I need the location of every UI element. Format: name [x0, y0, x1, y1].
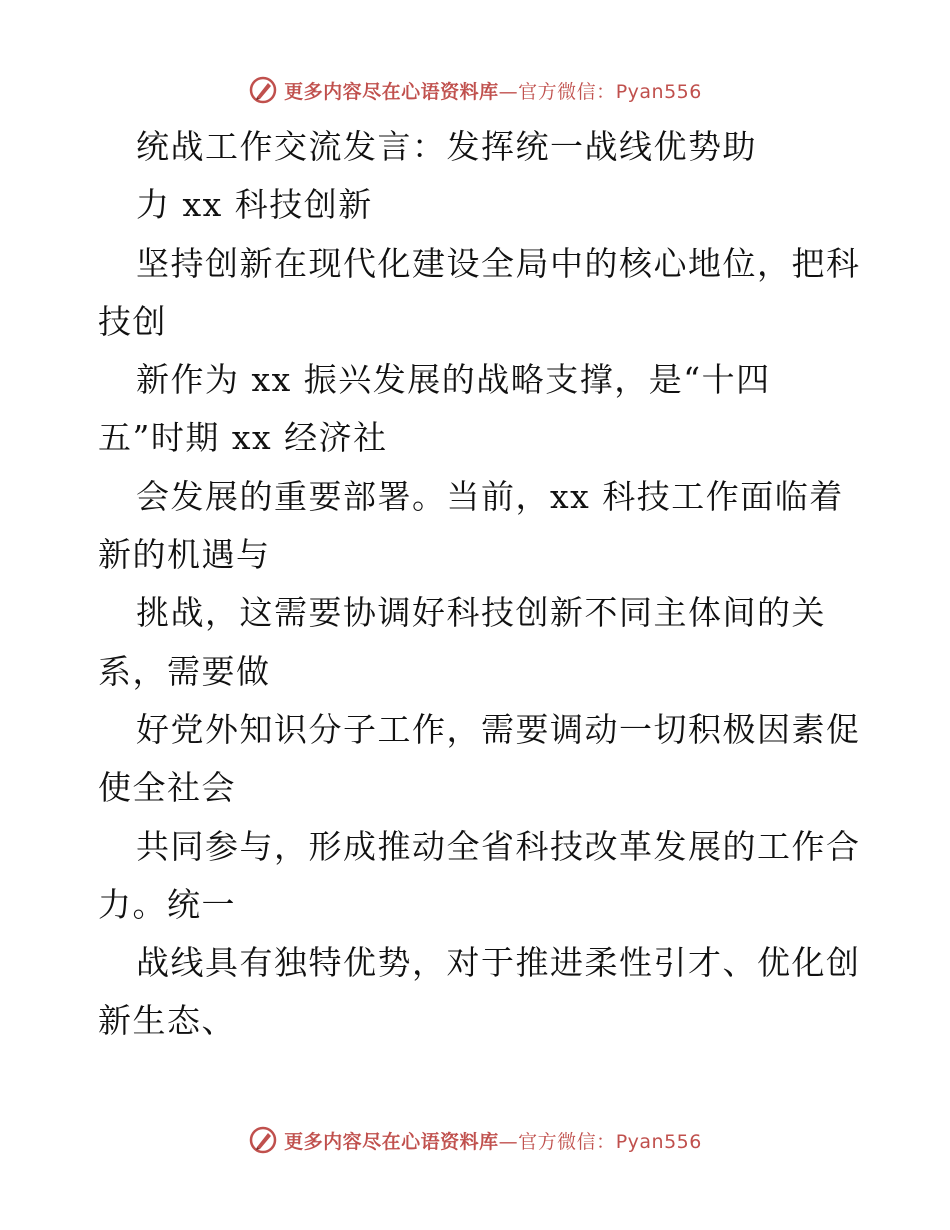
banner-wechat-id: Pyan556	[615, 1130, 702, 1153]
text-line: 好党外知识分子工作，需要调动一切积极因素促	[136, 709, 861, 749]
banner-dash: —	[498, 1130, 519, 1153]
text-line: 系，需要做	[98, 651, 271, 691]
banner-dash: —	[498, 80, 519, 103]
banner-subtitle: 官方微信：	[518, 80, 616, 103]
banner-title: 更多内容尽在心语资料库	[284, 1130, 499, 1153]
text-line: 会发展的重要部署。当前，xx 科技工作面临着	[136, 476, 844, 516]
pen-logo-icon	[248, 75, 278, 105]
banner-wechat-id: Pyan556	[615, 80, 702, 103]
text-line: 挑战，这需要协调好科技创新不同主体间的关	[136, 593, 826, 633]
document-body	[98, 118, 861, 1051]
pen-logo-icon	[248, 1125, 278, 1155]
banner-subtitle: 官方微信：	[518, 1130, 616, 1153]
text-line: 新作为 xx 振兴发展的战略支撑，是“十四	[136, 360, 771, 400]
text-line: 五”时期 xx 经济社	[98, 418, 388, 458]
text-line: 使全社会	[98, 768, 236, 808]
text-line: 统战工作交流发言：发挥统一战线优势助	[136, 127, 757, 166]
text-line: 力。统一	[98, 884, 236, 924]
text-line: 坚持创新在现代化建设全局中的核心地位，把科	[136, 243, 861, 283]
text-line: 技创	[98, 301, 167, 341]
text-line: 新生态、	[98, 1001, 236, 1041]
text-line: 战线具有独特优势，对于推进柔性引才、优化创	[136, 943, 861, 983]
banner-title: 更多内容尽在心语资料库	[284, 80, 499, 103]
text-line: 力 xx 科技创新	[136, 185, 373, 225]
footer-banner	[0, 1120, 950, 1160]
text-line: 新的机遇与	[98, 535, 271, 575]
header-banner	[0, 70, 950, 110]
text-line: 共同参与，形成推动全省科技改革发展的工作合	[136, 826, 861, 866]
